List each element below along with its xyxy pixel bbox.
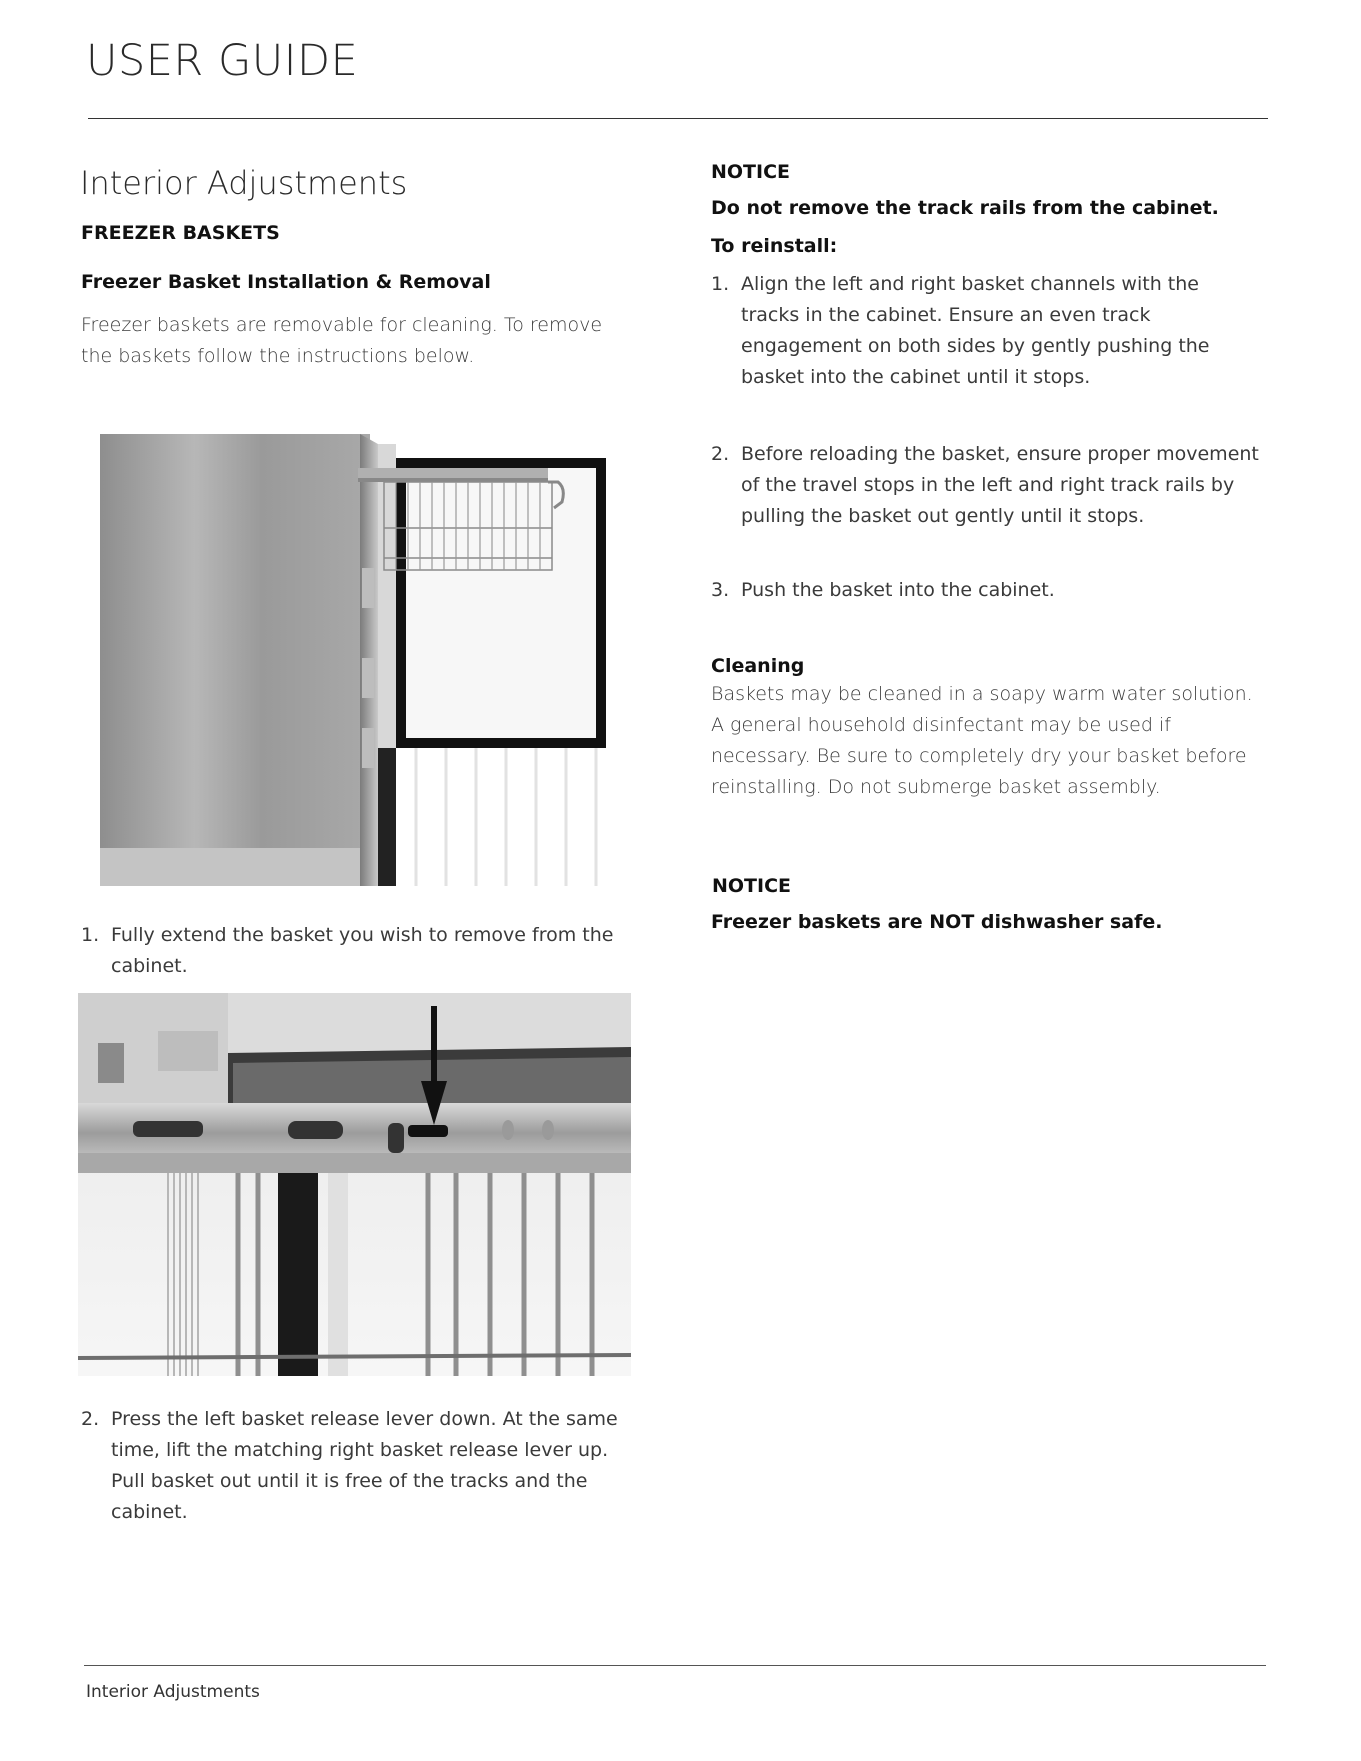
freezer-open-photo — [96, 428, 616, 898]
step-number: 2. — [81, 1408, 100, 1430]
cleaning-paragraph: Baskets may be cleaned in a soapy warm water solution. A general household disinfectant may be used if necessary. Be sure to completely dry your basket before reinstalling. Do not submerge basket assembly. — [711, 683, 1253, 798]
reinstall-heading: To reinstall: — [711, 235, 838, 257]
footer-divider — [84, 1665, 1266, 1666]
step-number: 2. — [711, 443, 730, 465]
step-number: 1. — [81, 924, 100, 946]
step-text: Align the left and right basket channels with the tracks in the cabinet. Ensure an even track engagement on both sides by gently pushing the basket into the cabinet until it stops. — [741, 273, 1210, 388]
step-text: Fully extend the basket you wish to remove from the cabinet. — [111, 924, 614, 977]
step-text: Push the basket into the cabinet. — [741, 579, 1055, 601]
release-lever-photo — [78, 993, 631, 1376]
step-text: Before reloading the basket, ensure proper movement of the travel stops in the left and right track rails by pulling the basket out gently until it stops. — [741, 443, 1259, 527]
step-number: 3. — [711, 579, 730, 601]
notice-text: Do not remove the track rails from the cabinet. — [711, 197, 1219, 219]
notice-label-2: NOTICE — [712, 875, 792, 897]
cleaning-heading: Cleaning — [711, 655, 805, 677]
footer-section-label: Interior Adjustments — [86, 1682, 260, 1702]
section-title: Interior Adjustments — [80, 164, 408, 202]
reinstall-step-2 — [711, 439, 1261, 532]
notice-label: NOTICE — [711, 161, 791, 183]
reinstall-step-1 — [711, 269, 1261, 393]
reinstall-step-3 — [711, 575, 1261, 606]
document-title: USER GUIDE — [86, 36, 359, 86]
subsection-heading: FREEZER BASKETS — [81, 222, 280, 244]
procedure-heading: Freezer Basket Installation & Removal — [81, 271, 491, 293]
removal-step-1 — [81, 920, 621, 982]
notice-text-2: Freezer baskets are NOT dishwasher safe. — [711, 911, 1163, 933]
removal-step-2 — [81, 1404, 621, 1528]
header-divider — [88, 118, 1268, 119]
step-number: 1. — [711, 273, 730, 295]
step-text: Press the left basket release lever down. At the same time, lift the matching right basket release lever up. Pull basket out until it is free of the tracks and the cabinet. — [111, 1408, 618, 1523]
intro-paragraph: Freezer baskets are removable for cleaning. To remove the baskets follow the instructions below. — [81, 314, 603, 367]
